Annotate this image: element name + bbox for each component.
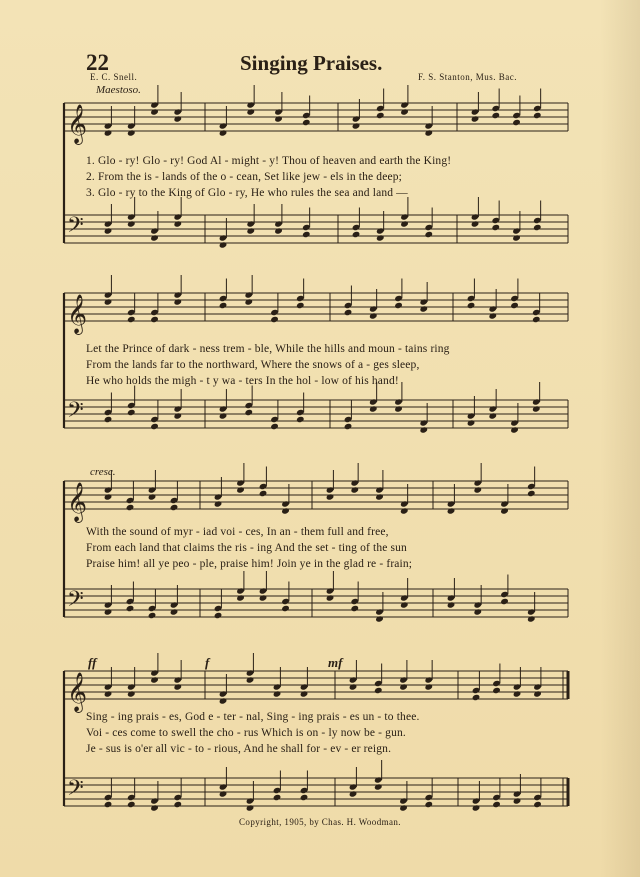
lyric-line: Let the Prince of dark - ness trem - ble, While the hills and moun - tains ring	[86, 343, 450, 355]
composer-credit: F. S. Stanton, Mus. Bac.	[418, 72, 518, 82]
bass-clef-icon: 𝄢	[67, 398, 84, 428]
notehead	[150, 108, 159, 115]
notehead	[527, 490, 536, 497]
page-number: 22	[86, 50, 109, 75]
lyric-line: With the sound of myr - iad voi - ces, In an - them full and free,	[86, 526, 389, 538]
treble-clef-icon: 𝄞	[67, 672, 88, 712]
notehead	[419, 426, 428, 433]
notehead	[246, 676, 255, 683]
notehead	[500, 507, 509, 514]
notehead	[492, 801, 501, 808]
tempo-marking: Maestoso.	[96, 84, 141, 96]
notehead	[302, 119, 311, 126]
notehead	[349, 683, 358, 690]
notehead	[532, 405, 541, 412]
notehead	[150, 804, 159, 811]
notehead	[488, 412, 497, 419]
notehead	[533, 224, 542, 231]
treble-clef-icon: 𝄞	[67, 482, 88, 522]
notehead	[399, 804, 408, 811]
notehead	[513, 797, 522, 804]
notehead	[491, 112, 500, 119]
notehead	[127, 220, 136, 227]
lyric-line: From each land that claims the ris - ing And the set - ting of the sun	[86, 542, 407, 554]
lyric-line: Praise him! all ye peo - ple, praise him! Join ye in the glad re - frain;	[86, 558, 413, 570]
notehead	[173, 801, 182, 808]
notehead	[104, 493, 113, 500]
notehead	[375, 493, 384, 500]
notehead	[270, 423, 279, 430]
notehead	[467, 419, 476, 426]
notehead	[424, 801, 433, 808]
notehead	[500, 598, 509, 605]
notehead	[219, 412, 228, 419]
notehead	[491, 224, 500, 231]
notehead	[532, 316, 541, 323]
notehead	[400, 601, 409, 608]
lyric-line: 2. From the is - lands of the o - cean, Set like jew - els in the deep;	[86, 171, 402, 183]
notehead	[471, 115, 480, 122]
notehead	[296, 302, 305, 309]
notehead	[399, 683, 408, 690]
notehead	[400, 507, 409, 514]
notehead	[527, 615, 536, 622]
lyricist-credit: E. C. Snell.	[90, 72, 138, 82]
notehead	[473, 486, 482, 493]
notehead	[400, 108, 409, 115]
notehead	[369, 312, 378, 319]
dynamic-ff: ff	[88, 655, 97, 670]
notehead	[472, 694, 481, 701]
notehead	[244, 298, 253, 305]
treble-clef-icon: 𝄞	[67, 294, 88, 334]
notehead	[344, 309, 353, 316]
notehead	[344, 423, 353, 430]
notehead	[127, 129, 136, 136]
notehead	[350, 486, 359, 493]
lyric-line: Sing - ing prais - es, God e - ter - nal, Sing - ing prais - es un - to thee.	[86, 711, 420, 723]
notehead	[369, 405, 378, 412]
notehead	[296, 416, 305, 423]
notehead	[127, 801, 136, 808]
notehead	[510, 302, 519, 309]
dynamic-f: f	[205, 655, 210, 670]
notehead	[246, 227, 255, 234]
notehead	[104, 129, 113, 136]
notehead	[447, 601, 456, 608]
notehead	[173, 412, 182, 419]
notehead	[533, 112, 542, 119]
cresc-marking: cresc.	[90, 466, 116, 478]
notehead	[274, 227, 283, 234]
notehead	[274, 115, 283, 122]
dynamic-mf: mf	[328, 655, 343, 670]
notehead	[150, 423, 159, 430]
notehead	[214, 612, 223, 619]
notehead	[104, 416, 113, 423]
notehead	[214, 500, 223, 507]
notehead	[126, 605, 135, 612]
notehead	[127, 690, 136, 697]
notehead	[302, 231, 311, 238]
notehead	[273, 794, 282, 801]
notehead	[170, 608, 179, 615]
notehead	[350, 605, 359, 612]
notehead	[244, 409, 253, 416]
notehead	[281, 507, 290, 514]
notehead	[259, 594, 268, 601]
notehead	[236, 486, 245, 493]
notehead	[173, 683, 182, 690]
bass-clef-icon: 𝄢	[67, 587, 84, 617]
notehead	[424, 129, 433, 136]
notehead	[219, 129, 228, 136]
notehead	[300, 794, 309, 801]
treble-clef-icon: 𝄞	[67, 104, 88, 144]
notehead	[326, 493, 335, 500]
notehead	[150, 234, 159, 241]
notehead	[219, 697, 228, 704]
notehead	[352, 231, 361, 238]
notehead	[148, 612, 157, 619]
notehead	[170, 504, 179, 511]
notehead	[173, 220, 182, 227]
notehead	[246, 108, 255, 115]
notehead	[376, 234, 385, 241]
notehead	[510, 426, 519, 433]
notehead	[281, 605, 290, 612]
notehead	[126, 504, 135, 511]
notehead	[512, 119, 521, 126]
notehead	[219, 241, 228, 248]
notehead	[219, 302, 228, 309]
notehead	[424, 231, 433, 238]
notehead	[400, 220, 409, 227]
notehead	[472, 804, 481, 811]
notehead	[424, 683, 433, 690]
notehead	[492, 687, 501, 694]
lyric-line: From the lands far to the northward, Where the snows of a - ges sleep,	[86, 359, 420, 371]
notehead	[394, 405, 403, 412]
notehead	[533, 801, 542, 808]
lyric-line: Je - sus is o'er all vic - to - rious, And he shall for - ev - er reign.	[86, 743, 392, 755]
notehead	[300, 690, 309, 697]
notehead	[236, 594, 245, 601]
notehead	[374, 687, 383, 694]
notehead	[473, 608, 482, 615]
notehead	[104, 801, 113, 808]
hymn-title: Singing Praises.	[240, 51, 383, 75]
notehead	[376, 112, 385, 119]
notehead	[219, 790, 228, 797]
copyright-notice: Copyright, 1905, by Chas. H. Woodman.	[239, 817, 401, 827]
notehead	[127, 316, 136, 323]
notehead	[104, 298, 113, 305]
bass-clef-icon: 𝄢	[67, 776, 84, 806]
notehead	[173, 298, 182, 305]
notehead	[349, 790, 358, 797]
lyric-line: He who holds the migh - t y wa - ters In the hol - low of his hand!	[86, 375, 399, 387]
notehead	[104, 608, 113, 615]
notehead	[246, 804, 255, 811]
notehead	[127, 409, 136, 416]
notehead	[326, 594, 335, 601]
notehead	[513, 690, 522, 697]
notehead	[394, 302, 403, 309]
notehead	[148, 493, 157, 500]
lyric-line: 1. Glo - ry! Glo - ry! God Al - might - y! Thou of heaven and earth the King!	[86, 155, 452, 167]
notehead	[375, 615, 384, 622]
notehead	[104, 227, 113, 234]
notehead	[104, 690, 113, 697]
notehead	[374, 783, 383, 790]
notehead	[259, 490, 268, 497]
notehead	[150, 676, 159, 683]
notehead	[512, 234, 521, 241]
notehead	[533, 690, 542, 697]
lyric-line: Voi - ces come to swell the cho - rus Which is on - ly now be - gun.	[86, 727, 406, 739]
notehead	[419, 305, 428, 312]
notehead	[447, 507, 456, 514]
notehead	[150, 316, 159, 323]
notehead	[273, 690, 282, 697]
notehead	[471, 220, 480, 227]
notehead	[352, 122, 361, 129]
lyric-line: 3. Glo - ry to the King of Glo - ry, He who rules the sea and land —	[86, 187, 408, 199]
notehead	[488, 312, 497, 319]
bass-clef-icon: 𝄢	[67, 213, 84, 243]
notehead	[173, 115, 182, 122]
notehead	[467, 302, 476, 309]
notehead	[270, 316, 279, 323]
